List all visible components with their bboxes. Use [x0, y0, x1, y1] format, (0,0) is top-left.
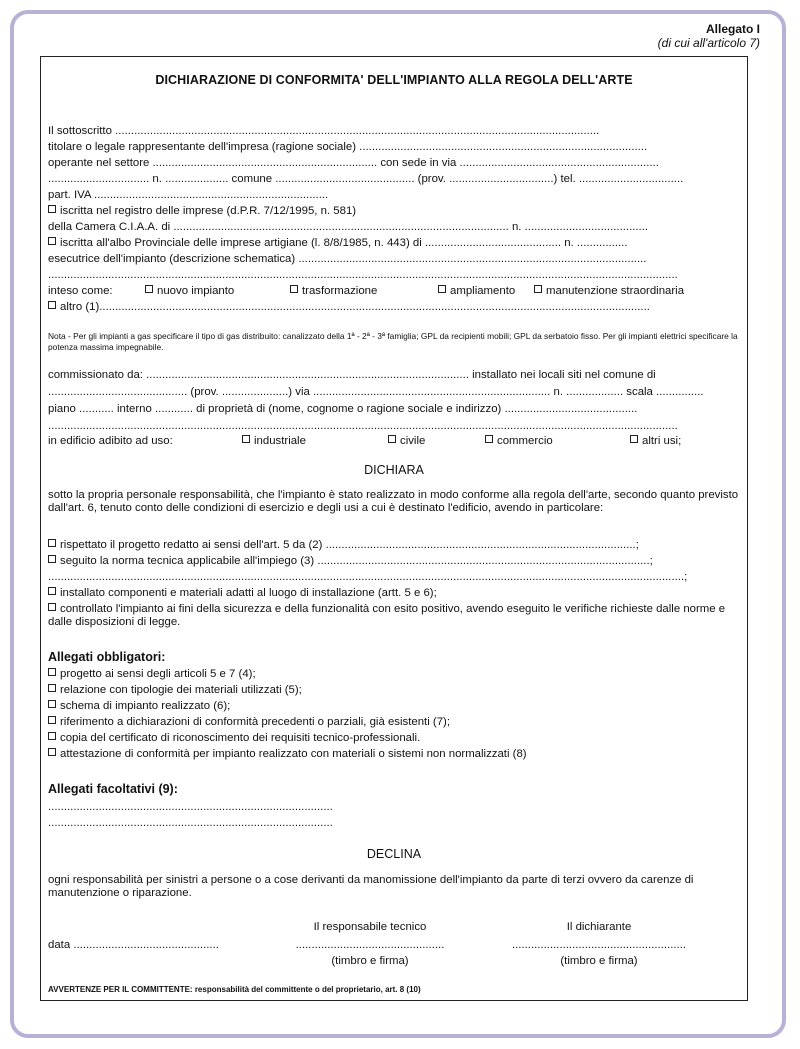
- checkbox-icon[interactable]: [242, 435, 250, 443]
- checkbox-icon[interactable]: [630, 435, 638, 443]
- field-sottoscritto[interactable]: Il sottoscritto .........................................................................................................................................................: [48, 125, 600, 137]
- checkbox-obb-5[interactable]: [48, 732, 741, 745]
- allegato-title: Allegato I: [705, 22, 760, 36]
- edificio-label: in edificio adibito ad uso:: [48, 435, 173, 447]
- ind-label: industriale: [254, 435, 306, 447]
- progetto-label: rispettato il progetto redatto ai sensi dell'art. 5 da (2) ..................................................................................................;: [60, 539, 639, 551]
- inteso-label: inteso come:: [48, 285, 113, 297]
- checkbox-trasformazione[interactable]: [290, 285, 377, 298]
- obb-label: relazione con tipologie dei materiali utilizzati (5);: [60, 684, 302, 696]
- field-ragione-sociale[interactable]: titolare o legale rappresentante dell'impresa (ragione sociale) ...........................................................................................: [48, 141, 648, 153]
- checkbox-icon[interactable]: [534, 285, 542, 293]
- checkbox-icon[interactable]: [145, 285, 153, 293]
- checkbox-icon[interactable]: [48, 205, 56, 213]
- field-partita-iva[interactable]: part. IVA ..........................................................................: [48, 189, 329, 201]
- field-camera-ciaa[interactable]: della Camera C.I.A.A. di .......................................................................................................... n. .......................................: [48, 221, 649, 233]
- checkbox-altro[interactable]: [48, 301, 741, 314]
- obb-label: riferimento a dichiarazioni di conformità precedenti o parziali, già esistenti (7);: [60, 716, 450, 728]
- checkbox-icon[interactable]: [48, 700, 56, 708]
- field-firma-responsabile[interactable]: ...............................................: [295, 939, 445, 951]
- checkbox-icon[interactable]: [388, 435, 396, 443]
- field-descrizione[interactable]: esecutrice dell'impianto (descrizione schematica) ..............................................................................................................: [48, 253, 647, 265]
- civ-label: civile: [400, 435, 426, 447]
- field-commissionato[interactable]: commissionato da: ...................................................................................................... installato nei locali siti nel comune di: [48, 369, 656, 381]
- field-piano[interactable]: piano ........... interno ............ di proprietà di (nome, cognome o ragione sociale e indirizzo) ..........................................: [48, 403, 638, 415]
- field-comune[interactable]: ................................ n. .................... comune ............................................ (prov. .................................) tel. .................................: [48, 173, 684, 185]
- dichiara-paragraph: sotto la propria personale responsabilità, che l'impianto è stato realizzato in modo conforme alla regola dell'arte, secondo quanto previsto dall'art. 6, tenuto conto delle condizioni di esercizio e degli usi a cui è destinato l'edificio, avendo in particolare:: [48, 489, 739, 514]
- dichiara-heading: DICHIARA: [364, 463, 424, 477]
- dich-sub: (timbro e firma): [560, 955, 638, 967]
- checkbox-industriale[interactable]: [242, 435, 306, 448]
- comm-label: commercio: [497, 435, 553, 447]
- checkbox-nuovo-impianto[interactable]: [145, 285, 234, 298]
- field-facoltativi-2[interactable]: ..........................................................................................: [48, 817, 333, 829]
- edificio-row: [48, 435, 741, 448]
- checkbox-ampliamento[interactable]: [438, 285, 515, 298]
- trasf-label: trasformazione: [302, 285, 378, 297]
- checkbox-civile[interactable]: [388, 435, 425, 448]
- form-title: DICHIARAZIONE DI CONFORMITA' DELL'IMPIANTO ALLA REGOLA DELL'ARTE: [155, 73, 633, 87]
- allegato-subtitle: (di cui all'articolo 7): [657, 36, 760, 50]
- checkbox-icon[interactable]: [48, 716, 56, 724]
- checkbox-albo[interactable]: [48, 237, 741, 250]
- checkbox-icon[interactable]: [48, 684, 56, 692]
- altro-label: altro (1)..............................................................................................................................................................................: [60, 301, 650, 313]
- checkbox-manutenzione[interactable]: [534, 285, 684, 298]
- manut-label: manutenzione straordinaria: [546, 285, 685, 297]
- avvertenze-text: AVVERTENZE PER IL COMMITTENTE: responsabilità del committente o del proprietario, art. 8 (10): [48, 985, 421, 994]
- checkbox-icon[interactable]: [48, 668, 56, 676]
- field-settore-via[interactable]: operante nel settore ....................................................................... con sede in via ...............................................................: [48, 157, 659, 169]
- field-prov-via[interactable]: ............................................ (prov. .....................) via ........................................................................... n. .................. scala ...............: [48, 386, 704, 398]
- facoltativi-heading: Allegati facoltativi (9):: [48, 783, 178, 796]
- checkbox-obb-6[interactable]: [48, 748, 741, 761]
- checkbox-icon[interactable]: [290, 285, 298, 293]
- checkbox-commercio[interactable]: [485, 435, 553, 448]
- field-data[interactable]: data ..............................................: [48, 939, 219, 951]
- nota-text: Nota - Per gli impianti a gas specificare il tipo di gas distribuito: canalizzato della 1ª - 2ª - 3ª famiglia; GPL da recipienti mobili; GPL da serbatoio fisso. Per gli impianti elettrici specificare la potenza massima impegnabile.: [48, 331, 738, 352]
- checkbox-icon[interactable]: [485, 435, 493, 443]
- albo-label: iscritta all'albo Provinciale delle imprese artigiane (l. 8/8/1985, n. 443) di ........................................... n. ................: [60, 237, 628, 249]
- allegato-header: [658, 22, 760, 50]
- obb-label: progetto ai sensi degli articoli 5 e 7 (4);: [60, 668, 256, 680]
- obb-label: attestazione di conformità per impianto realizzato con materiali o sistemi non normalizzati (8): [60, 748, 527, 760]
- checkbox-icon[interactable]: [48, 539, 56, 547]
- checkbox-icon[interactable]: [48, 301, 56, 309]
- checkbox-componenti[interactable]: [48, 587, 741, 600]
- checkbox-registro-imprese[interactable]: [48, 205, 741, 218]
- checkbox-altri-usi[interactable]: [630, 435, 681, 448]
- checkbox-icon[interactable]: [48, 732, 56, 740]
- declina-heading: DECLINA: [366, 847, 422, 861]
- checkbox-icon[interactable]: [48, 587, 56, 595]
- obbligatori-heading: Allegati obbligatori:: [48, 651, 166, 664]
- registro-label: iscritta nel registro delle imprese (d.P.R. 7/12/1995, n. 581): [60, 205, 357, 217]
- checkbox-icon[interactable]: [48, 603, 56, 611]
- obb-label: schema di impianto realizzato (6);: [60, 700, 231, 712]
- resp-sub: (timbro e firma): [331, 955, 409, 967]
- field-proprieta-cont[interactable]: .......................................................................................................................................................................................................: [48, 420, 678, 432]
- field-facoltativi-1[interactable]: ..........................................................................................: [48, 801, 333, 813]
- checkbox-progetto[interactable]: [48, 539, 741, 552]
- declaration-form: [40, 56, 748, 1001]
- checkbox-obb-2[interactable]: [48, 684, 741, 697]
- norma-label: seguito la norma tecnica applicabile all'impiego (3) .........................................................................................................;: [60, 555, 653, 567]
- checkbox-icon[interactable]: [48, 555, 56, 563]
- checkbox-norma[interactable]: [48, 555, 741, 568]
- altri-label: altri usi;: [642, 435, 682, 447]
- dich-title: Il dichiarante: [566, 921, 632, 933]
- inteso-row: [48, 285, 741, 298]
- checkbox-obb-4[interactable]: [48, 716, 741, 729]
- componenti-label: installato componenti e materiali adatti al luogo di installazione (artt. 5 e 6);: [60, 587, 437, 599]
- checkbox-icon[interactable]: [48, 237, 56, 245]
- checkbox-obb-3[interactable]: [48, 700, 741, 713]
- field-firma-dichiarante[interactable]: .......................................................: [511, 939, 687, 951]
- declina-paragraph: ogni responsabilità per sinistri a persone o a cose derivanti da manomissione dell'impianto da parte di terzi ovvero da carenze di manutenzione o riparazione.: [48, 874, 694, 899]
- checkbox-controllato[interactable]: [48, 603, 741, 629]
- controllato-label: controllato l'impianto ai fini della sicurezza e della funzionalità con esito positivo, avendo eseguito le verifiche richieste dalle norme e dalle disposizioni di legge.: [48, 603, 726, 628]
- checkbox-icon[interactable]: [438, 285, 446, 293]
- resp-title: Il responsabile tecnico: [313, 921, 427, 933]
- checkbox-obb-1[interactable]: [48, 668, 741, 681]
- nuovo-label: nuovo impianto: [157, 285, 235, 297]
- checkbox-icon[interactable]: [48, 748, 56, 756]
- obb-label: copia del certificato di riconoscimento dei requisiti tecnico-professionali.: [60, 732, 421, 744]
- field-norma-cont[interactable]: .........................................................................................................................................................................................................;: [48, 571, 688, 583]
- field-descrizione-cont[interactable]: .......................................................................................................................................................................................................: [48, 269, 678, 281]
- ampl-label: ampliamento: [450, 285, 516, 297]
